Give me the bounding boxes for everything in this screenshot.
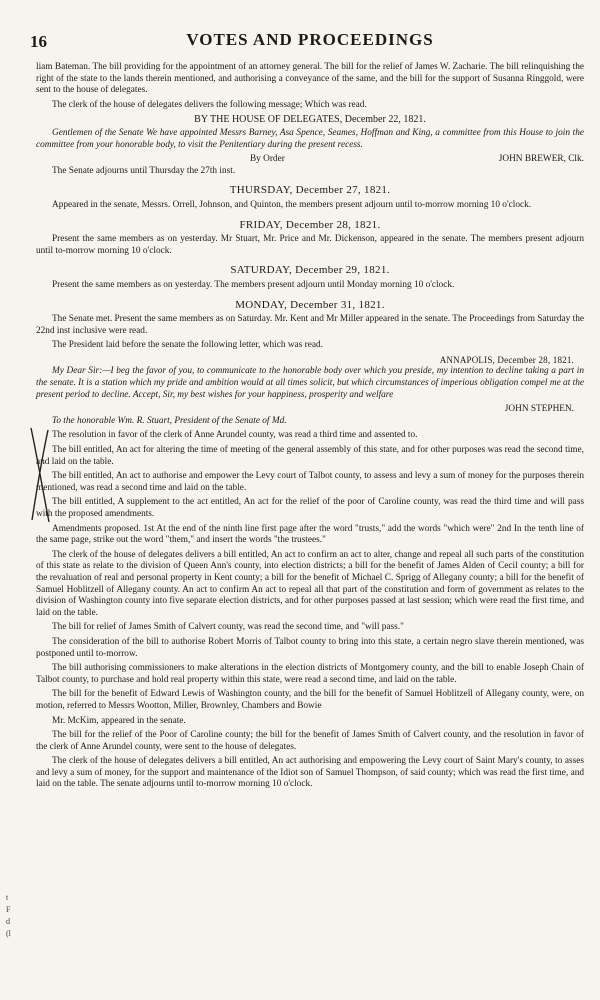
paragraph-general-assembly: The bill entitled, An act for altering the time of meeting of the general assembly of this state, and for other purposes was read the second time, and laid on the table. [36,445,584,467]
margin-note: F [6,905,11,914]
letter-signer: JOHN STEPHEN. [504,404,574,415]
letter-dateline: ANNAPOLIS, December 28, 1821. [439,354,574,365]
margin-note: t [6,893,9,902]
page-title: VOTES AND PROCEEDINGS [186,30,434,49]
day-heading-monday: MONDAY, December 31, 1821. [235,298,385,311]
handwritten-x-mark-icon [28,426,52,524]
paragraph-adjourn-27: The Senate adjourns until Thursday the 27th inst. [52,165,236,176]
paragraph-anne-arundel: The resolution in favor of the clerk of Anne Arundel county, was read a third time and assented to. [52,430,418,441]
page-number: 16 [30,32,47,51]
paragraph-levy-talbot: The bill entitled, An act to authorise and empower the Levy court of Talbot county, to assess and levy a sum of money for the purposes therein mentioned, was read a second time and laid on the table. [36,471,584,493]
message-signer: JOHN BREWER, Clk. [498,154,584,165]
paragraph-friday: Present the same members as on yesterday. Mr Stuart, Mr. Price and Mr. Dickenson, appeared in the senate. The members present adjourn until to-morrow morning 10 o'clock. [36,234,584,256]
document-page [30,30,584,794]
day-heading-thursday: THURSDAY, December 27, 1821. [229,184,391,197]
paragraph-james-smith: The bill for relief of James Smith of Calvert county, was read the second time, and "will pass." [52,622,404,633]
paragraph-president-letter: The President laid before the senate the following letter, which was read. [52,340,323,351]
letter-address: To the honorable Wm. R. Stuart, President of the Senate of Md. [52,415,287,426]
paragraph-thursday: Appeared in the senate, Messrs. Orrell, Johnson, and Quinton, the members present adjourn until to-morrow morning 10 o'clock. [52,199,532,210]
message-byorder: By Order [249,154,285,165]
paragraph-opening: liam Bateman. The bill providing for the appointment of an attorney general. The bill for the relief of James W. Zacharie. The bill relinquishing the right of the state to the lands therein mentioned, and authorising a conveyance of the same, and the bill for the support of Susanna Ringgold, were sent to the house of delegates. [36,62,584,96]
margin-notes [6,892,20,940]
paragraph-amendments: Amendments proposed. 1st At the end of the ninth line first page after the word "trusts," add the words "which were" 2nd In the tenth line of the same page, strike out the word "them," and insert the words "the trustees." [36,523,584,546]
paragraph-clerk-delivers: The clerk of the house of delegates delivers a bill entitled, An act to confirm an act to alter, change and repeal all such parts of the constitution of this state as relate to the division of Queen Ann's county, into election districts; a bill for the benefit of James Alden of Cecil county; a bill for the revaluation of real and personal property in Kent county; a bill for the benefit of Michael C. Sprigg of Allegany county; a bill for the benefit of Samuel Hoblitzell of Allegany county. An act to confirm An act to repeal all that part of the constitution and form of government as relates to the division of Washington county into five separate election districts, and for other purposes passed at last session; which were read the first time, and laid on the table. [36,549,584,618]
paragraph-final: The clerk of the house of delegates delivers a bill entitled, An act authorising and empowering the Levy court of Saint Mary's county, to asses and levy a sum of money, for the support and maintenance of the Idiot son of Samuel Thompson, of said county; which was read the first time, and laid on the table. The senate adjourns until to-morrow morning 10 o'clock. [36,756,584,790]
margin-note: (l [6,929,11,938]
paragraph-edward-lewis: The bill for the benefit of Edward Lewis of Washington county, and the bill for the benefit of Samuel Hoblitzell of Allegany county, were, on motion, referred to Messrs Wootton, Miller, Brownley, Chambers and Bowie [36,689,584,711]
paragraph-robert-morris: The consideration of the bill to authorise Robert Morris of Talbot county to bring into this state, a certain negro slave therein mentioned, was postponed until to-morrow. [36,636,584,659]
message-heading: BY THE HOUSE OF DELEGATES, December 22, 1821. [194,114,426,126]
paragraph-monday-met: The Senate met. Present the same members as on Saturday. Mr. Kent and Mr Miller appeared in the senate. The Proceedings from Saturday the 22nd inst inclusive were read. [36,314,584,336]
letter-body: My Dear Sir:—I beg the favor of you, to communicate to the honorable body over which you preside, my intention to decline taking a part in the senate. It is a station which my pride and ambition would at all times solicit, but which circumstances of imperious obligation compel me at the present period to decline. Accept, Sir, my best wishes for your happiness, prosperity and welfare [36,366,584,400]
message-text: Gentlemen of the Senate We have appointed Messrs Barney, Asa Spence, Seames, Hoffman and King, a committee from this House to join the committee from your honorable body, to visit the Penitentiary during the present recess. [36,127,584,150]
day-heading-saturday: SATURDAY, December 29, 1821. [230,264,390,277]
paragraph-mckim: Mr. McKim, appeared in the senate. [52,715,186,726]
paragraph-poor-caroline: The bill entitled, A supplement to the act entitled, An act for the relief of the poor of Caroline county, was read the third time and will pass with the proposed amendments. [36,497,584,519]
paragraph-clerk-message: The clerk of the house of delegates delivers the following message; Which was read. [52,99,367,110]
day-heading-friday: FRIDAY, December 28, 1821. [239,218,381,231]
message-body [36,128,584,151]
running-head [30,30,584,56]
message-signature [36,154,584,166]
paragraph-relief-poor: The bill for the relief of the Poor of Caroline county; the bill for the benefit of James Smith of Calvert county, and the resolution in favor of the clerk of Anne Arundel county, were sent to the house of delegates. [36,730,584,752]
margin-note: d [6,917,10,926]
paragraph-saturday: Present the same members as on yesterday. The members present adjourn until Monday morning 10 o'clock. [52,279,455,290]
paragraph-montgomery: The bill authorising commissioners to make alterations in the election districts of Montgomery county, and the bill to enable Joseph Chain of Talbot county, to purchase and hold real property within this state, were read a second time, and laid on the table. [36,663,584,685]
